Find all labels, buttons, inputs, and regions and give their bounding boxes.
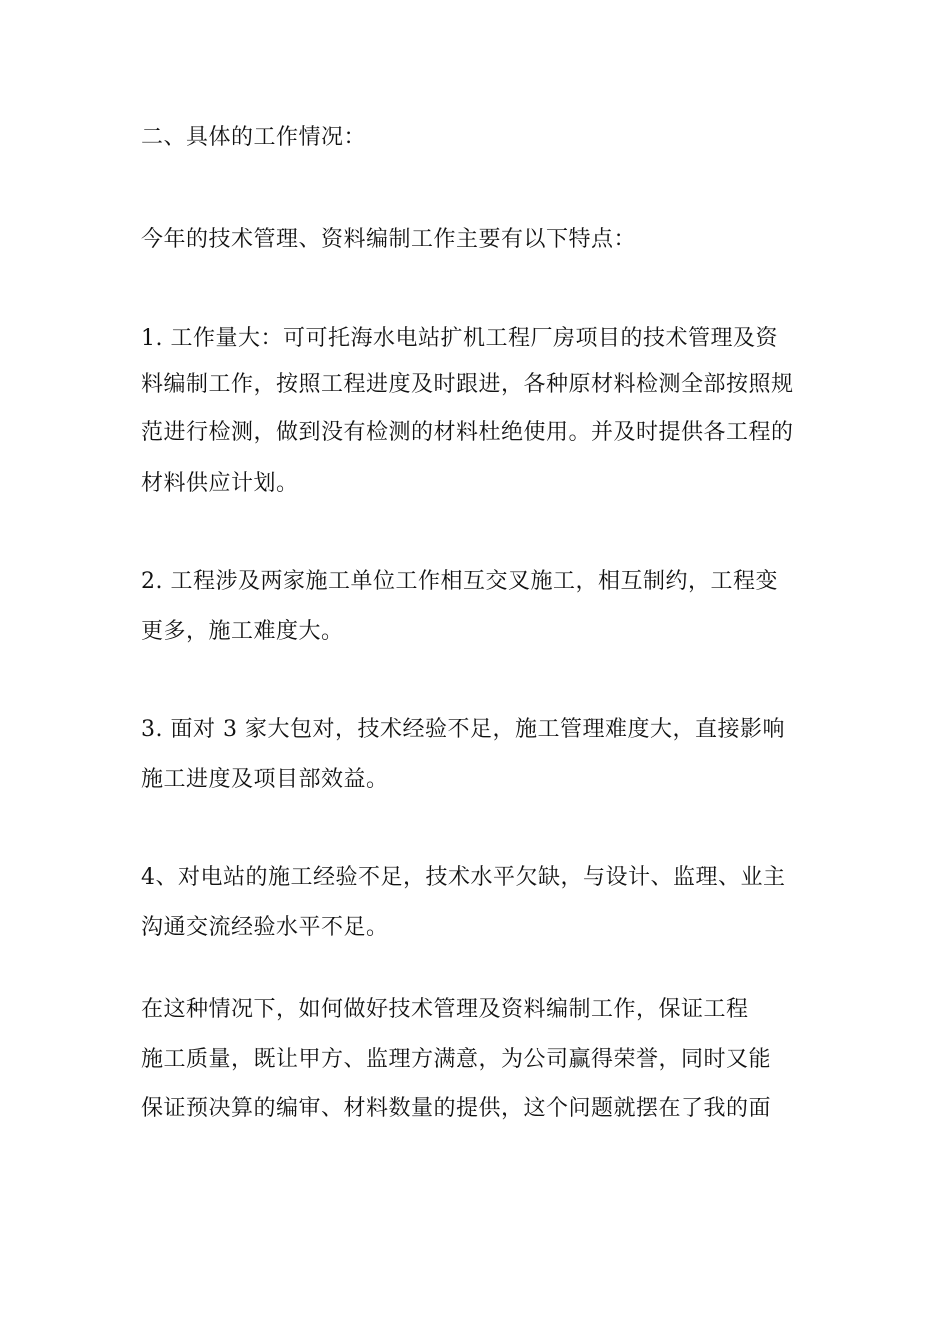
item-4-line-1: 4、对电站的施工经验不足，技术水平欠缺，与设计、监理、业主: [141, 865, 786, 890]
conclusion-line-1: 在这种情况下，如何做好技术管理及资料编制工作，保证工程: [141, 997, 749, 1022]
item-2-line-1: 2. 工程涉及两家施工单位工作相互交叉施工，相互制约，工程变: [141, 569, 778, 594]
conclusion-line-3: 保证预决算的编审、材料数量的提供，这个问题就摆在了我的面: [141, 1096, 772, 1121]
item-1-line-1: 1. 工作量大：可可托海水电站扩机工程厂房项目的技术管理及资: [141, 326, 778, 351]
item-1-line-2: 料编制工作，按照工程进度及时跟进，各种原材料检测全部按照规: [141, 372, 794, 397]
item-1-line-3: 范进行检测，做到没有检测的材料杜绝使用。并及时提供各工程的: [141, 420, 794, 445]
section-heading: 二、具体的工作情况：: [141, 125, 367, 150]
item-3-line-1: 3. 面对 3 家大包对，技术经验不足，施工管理难度大，直接影响: [141, 717, 785, 742]
conclusion-line-2: 施工质量，既让甲方、监理方满意，为公司赢得荣誉，同时又能: [141, 1047, 772, 1072]
intro-paragraph: 今年的技术管理、资料编制工作主要有以下特点：: [141, 227, 637, 252]
item-2-line-2: 更多，施工难度大。: [141, 619, 344, 644]
item-4-line-2: 沟通交流经验水平不足。: [141, 915, 389, 940]
item-1-line-4: 材料供应计划。: [141, 471, 299, 496]
item-3-line-2: 施工进度及项目部效益。: [141, 767, 389, 792]
